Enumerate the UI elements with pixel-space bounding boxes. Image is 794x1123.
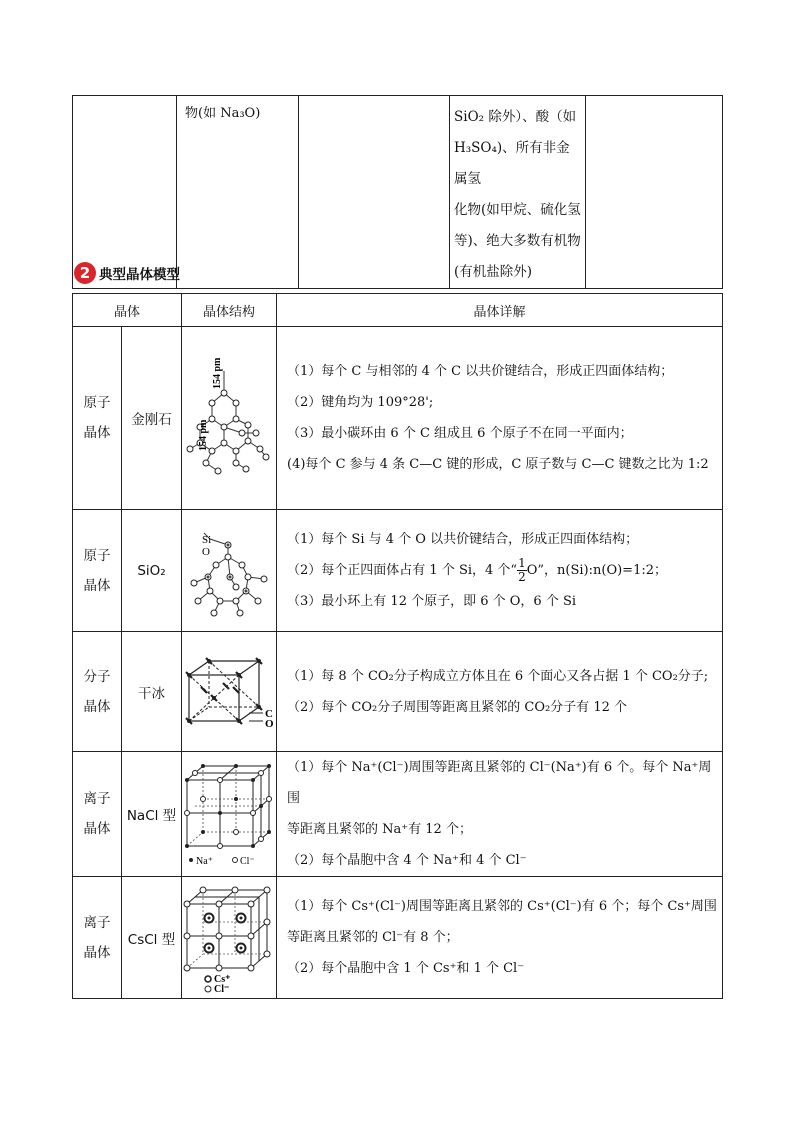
detail-cell xyxy=(277,877,723,999)
crystal-name: NaCl 型 xyxy=(122,752,182,877)
cont-line: (有机盐除外) xyxy=(454,264,533,280)
o-label: O xyxy=(265,717,274,727)
cont-line: SiO₂ 除外）、酸（如 xyxy=(454,109,577,125)
o-label: O xyxy=(202,545,210,558)
table-row xyxy=(73,877,723,999)
table-row xyxy=(73,510,723,632)
detail-cell xyxy=(277,510,723,632)
fraction: $\frac{1}{2}$ xyxy=(518,556,526,584)
detail-line: （1）每个 Cs⁺(Cl⁻)周围等距离且紧邻的 Cs⁺(Cl⁻)有 6 个；每个 Cs⁺周围 xyxy=(287,899,717,914)
cont-cell-2: 物(如 Na₃O) xyxy=(177,96,299,289)
table-row xyxy=(73,632,723,752)
detail-line: （1）每个 C 与相邻的 4 个 C 以共价键结合，形成正四面体结构； xyxy=(287,364,674,379)
section-number-badge: 2 xyxy=(74,262,96,284)
cont-line: 化物(如甲烷、硫化氢 xyxy=(454,202,581,218)
crystal-name: 干冰 xyxy=(122,632,182,752)
detail-line: （3）最小碳环由 6 个 C 组成且 6 个原子不在同一平面内； xyxy=(287,426,633,441)
detail-line: （1）每个 Si 与 4 个 O 以共价键结合，形成正四面体结构； xyxy=(287,532,639,547)
category-cell: 离子 晶体 xyxy=(73,752,122,877)
bond-length-label: 154 pm xyxy=(198,419,210,451)
cont-cell-5 xyxy=(586,96,723,289)
crystal-name: SiO₂ xyxy=(122,510,182,632)
c-label: C xyxy=(265,707,273,720)
cont-cell-4 xyxy=(450,96,586,289)
cont-cell-3 xyxy=(299,96,450,289)
detail-cell xyxy=(277,327,723,510)
cl-legend: Cl⁻ xyxy=(240,856,255,867)
section-title: 典型晶体模型 xyxy=(99,267,180,283)
sio2-structure-diagram xyxy=(182,510,277,632)
detail-line: （1）每个 Na⁺(Cl⁻)周围等距离且紧邻的 Cl⁻(Na⁺)有 6 个。每个 Na⁺周围 xyxy=(287,760,712,806)
dry-ice-structure-diagram xyxy=(182,632,277,752)
bond-length-label: 154 pm xyxy=(212,357,224,389)
detail-line: (4)每个 C 参与 4 条 C—C 键的形成，C 原子数与 C—C 键数之比为 1:2 xyxy=(287,457,709,472)
detail-cell xyxy=(277,632,723,752)
cont-line: H₃SO₄)、所有非金属氢 xyxy=(454,140,570,187)
header-detail: 晶体详解 xyxy=(277,294,723,327)
detail-line: （2）键角均为 109°28'; xyxy=(287,395,434,410)
crystal-name: CsCl 型 xyxy=(122,877,182,999)
category-cell: 原子 晶体 xyxy=(73,327,122,510)
header-structure: 晶体结构 xyxy=(182,294,277,327)
detail-line: 等距离且紧邻的 Cl⁻有 8 个； xyxy=(287,930,459,945)
detail-line: （2）每个晶胞中含 4 个 Na⁺和 4 个 Cl⁻ xyxy=(287,853,527,868)
cont-cell-1 xyxy=(73,96,177,289)
category-cell: 离子 晶体 xyxy=(73,877,122,999)
table-header-row xyxy=(73,294,723,327)
cl-legend: Cl⁻ xyxy=(214,983,230,994)
diamond-structure-diagram xyxy=(182,327,277,510)
detail-line: （2）每个晶胞中含 1 个 Cs⁺和 1 个 Cl⁻ xyxy=(287,961,525,976)
category-cell: 原子 晶体 xyxy=(73,510,122,632)
section-heading xyxy=(74,261,180,285)
cont-line: 等)、绝大多数有机物 xyxy=(454,233,581,249)
header-crystal: 晶体 xyxy=(73,294,182,327)
si-label: Si xyxy=(202,533,212,546)
continuation-table xyxy=(72,95,723,289)
na-legend: Na⁺ xyxy=(196,856,213,867)
nacl-structure-diagram xyxy=(182,752,277,877)
detail-cell xyxy=(277,752,723,877)
detail-line: （3）最小环上有 12 个原子，即 6 个 O，6 个 Si xyxy=(287,594,577,609)
detail-line: （2）每个 CO₂分子周围等距离且紧邻的 CO₂分子有 12 个 xyxy=(287,699,627,715)
table-row xyxy=(73,327,723,510)
detail-line: （1）每 8 个 CO₂分子构成立方体且在 6 个面心又各占据 1 个 CO₂分子; xyxy=(287,668,709,684)
crystal-name: 金刚石 xyxy=(122,327,182,510)
category-cell: 分子 晶体 xyxy=(73,632,122,752)
cs-legend: Cs⁺ xyxy=(214,973,231,985)
cscl-structure-diagram xyxy=(182,877,277,999)
crystal-model-table xyxy=(72,293,723,999)
detail-line: 等距离且紧邻的 Na⁺有 12 个； xyxy=(287,822,472,837)
detail-line: （2）每个正四面体占有 1 个 Si，4 个“ $\frac{1}{2}$ O”，n(Si):n(O)=1:2； xyxy=(287,556,667,584)
table-row xyxy=(73,752,723,877)
